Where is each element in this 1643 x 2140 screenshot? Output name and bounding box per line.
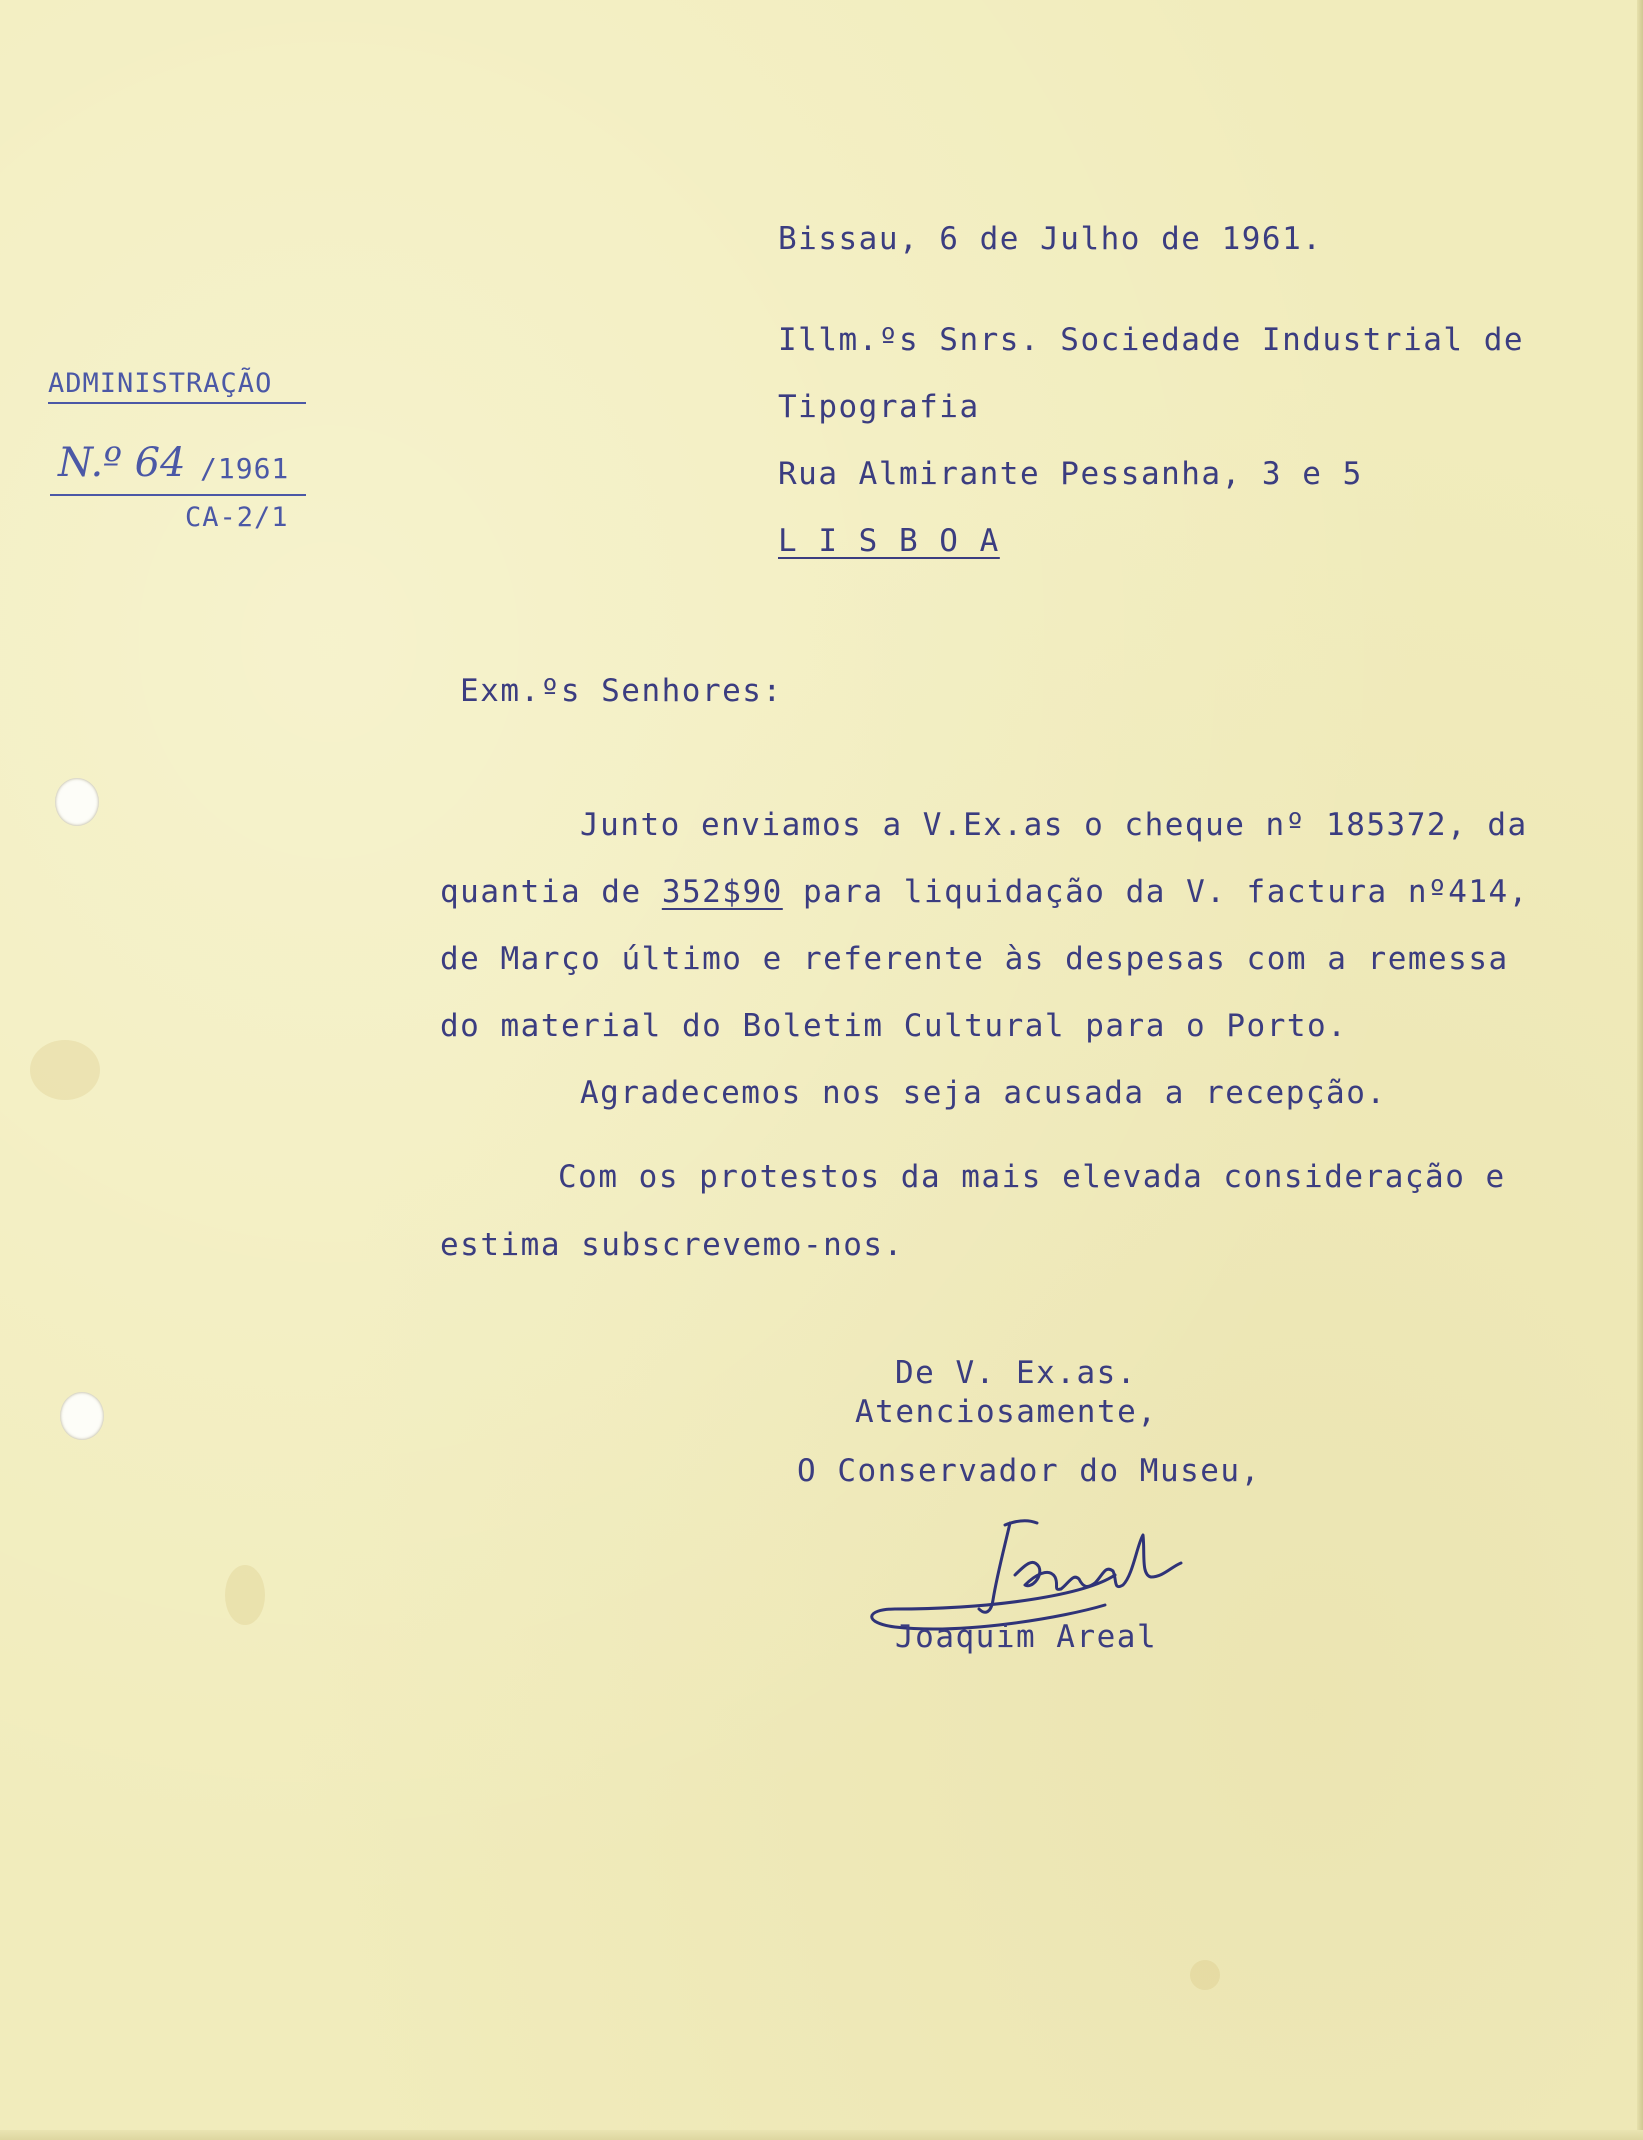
salutation: Exm.ºs Senhores: <box>460 673 783 709</box>
addressee-line-1: Illm.ºs Snrs. Sociedade Industrial de <box>778 322 1525 358</box>
paper-edge-bottom <box>0 2130 1643 2140</box>
signature-stroke <box>1005 1521 1037 1525</box>
body-p3-line2: estima subscrevemo-nos. <box>440 1227 904 1263</box>
punch-hole-top <box>55 778 99 826</box>
cheque-amount: 352$90 <box>661 874 783 910</box>
paper-stain <box>1190 1960 1220 1990</box>
addressee-city: L I S B O A <box>778 523 1000 559</box>
stamp-rule <box>50 494 306 496</box>
addressee-line-3: Rua Almirante Pessanha, 3 e 5 <box>778 456 1363 492</box>
stamp-code: CA-2/1 <box>185 502 289 533</box>
body-p1-line2 <box>440 874 1529 910</box>
stamp-year: /1961 <box>200 452 290 485</box>
body-p1-line2-end: para liquidação da V. factura nº414, <box>782 874 1529 910</box>
closing-line-2: Atenciosamente, <box>855 1394 1158 1430</box>
body-p1-line4: do material do Boletim Cultural para o Porto. <box>440 1008 1348 1044</box>
stamp-underline <box>48 402 306 404</box>
body-p3-line1: Com os protestos da mais elevada consideração e <box>558 1159 1506 1195</box>
body-p1-line3: de Março último e referente às despesas com a remessa <box>440 941 1509 977</box>
signature-stroke <box>1015 1535 1181 1589</box>
paper-edge-right <box>1637 0 1643 2140</box>
stamp-department: ADMINISTRAÇÃO <box>48 368 273 399</box>
body-p1-line1: Junto enviamos a V.Ex.as o cheque nº 185372, da <box>580 807 1528 843</box>
addressee-line-2: Tipografia <box>778 389 980 425</box>
closing-line-1: De V. Ex.as. <box>895 1355 1137 1391</box>
punch-hole-bottom <box>60 1392 104 1440</box>
closing-line-3: O Conservador do Museu, <box>797 1453 1261 1489</box>
signature-stroke <box>979 1523 1010 1612</box>
paper-stain <box>30 1040 100 1100</box>
paper-stain <box>225 1565 265 1625</box>
body-p1-line2-start: quantia de <box>440 874 662 910</box>
signatory-name: Joaquim Areal <box>895 1619 1158 1655</box>
body-p2: Agradecemos nos seja acusada a recepção. <box>580 1075 1387 1111</box>
date-line: Bissau, 6 de Julho de 1961. <box>778 221 1323 257</box>
stamp-number: N.º 64 <box>58 440 186 486</box>
